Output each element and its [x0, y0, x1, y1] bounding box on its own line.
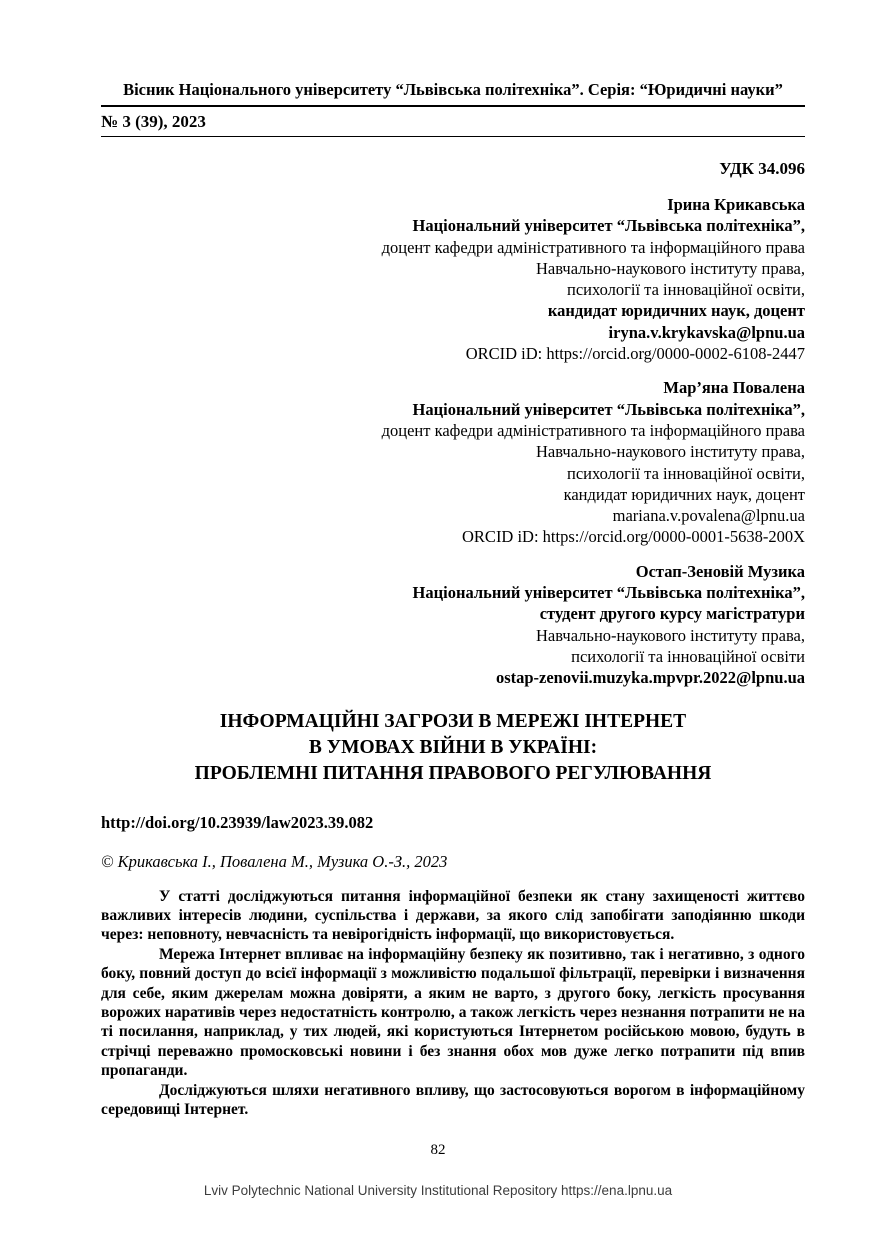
- copyright-notice: © Крикавська І., Повалена М., Музика О.-З., 2023: [101, 851, 448, 871]
- author-block-2: [101, 377, 805, 547]
- author-affiliation: Національний університет “Львівська політехніка”,: [412, 583, 805, 603]
- author-orcid[interactable]: ORCID iD: https://orcid.org/0000-0002-6108-2447: [465, 344, 805, 364]
- author-name: Остап-Зеновій Музика: [635, 561, 805, 581]
- author-email[interactable]: ostap-zenovii.muzyka.mpvpr.2022@lpnu.ua: [495, 668, 805, 688]
- abstract: [101, 887, 805, 1120]
- author-block-1: [101, 194, 805, 364]
- page-content: [101, 79, 805, 1119]
- author-role: доцент кафедри адміністративного та інформаційного права: [381, 420, 805, 440]
- author-email[interactable]: iryna.v.krykavska@lpnu.ua: [608, 322, 805, 342]
- article-title: [101, 709, 805, 787]
- author-degree: кандидат юридичних наук, доцент: [547, 301, 805, 321]
- doi-link[interactable]: http://doi.org/10.23939/law2023.39.082: [101, 812, 374, 832]
- article-title-line-1: ІНФОРМАЦІЙНІ ЗАГРОЗИ В МЕРЕЖІ ІНТЕРНЕТ: [219, 710, 687, 732]
- journal-masthead: [101, 79, 805, 137]
- article-title-line-3: ПРОБЛЕМНІ ПИТАННЯ ПРАВОВОГО РЕГУЛЮВАННЯ: [194, 762, 712, 784]
- author-institute-line-1: Навчально-наукового інституту права,: [536, 625, 805, 645]
- author-degree: кандидат юридичних наук, доцент: [563, 484, 805, 504]
- abstract-paragraph-2: Мережа Інтернет впливає на інформаційну безпеку як позитивно, так і негативно, з одного боку, повний доступ до всієї інформації з можливістю подальшої фільтрації, перевірки і визначення для себе, яким джерелам можна довіряти, а яким не варто, з другого боку, легкість просування ворожих наративів через недостатність контролю, а також легкість через незнання потрапити не на ті посилання, наприклад, у тих людей, які користуються Інтернетом російською мовою, будуть в стрічці переважно промосковські новини і без знання обох мов дуже легко потрапити під впив пропаганди.: [101, 945, 805, 1080]
- author-name: Мар’яна Повалена: [663, 378, 805, 398]
- author-affiliation: Національний університет “Львівська політехніка”,: [412, 216, 805, 236]
- author-affiliation: Національний університет “Львівська політехніка”,: [412, 399, 805, 419]
- repository-footer: Lviv Polytechnic National University Institutional Repository https://ena.lpnu.ua: [203, 1183, 673, 1198]
- author-institute-line-1: Навчально-наукового інституту права,: [536, 258, 805, 278]
- journal-title: Вісник Національного університету “Львівська політехніка”. Серія: “Юридичні науки”: [101, 79, 805, 107]
- author-orcid[interactable]: ORCID iD: https://orcid.org/0000-0001-5638-200X: [462, 527, 805, 547]
- issue-number: № 3 (39), 2023: [101, 107, 805, 137]
- udc-code: УДК 34.096: [719, 159, 805, 178]
- abstract-paragraph-3: Досліджуються шляхи негативного впливу, що застосовуються ворогом в інформаційному середовищі Інтернет.: [101, 1081, 805, 1118]
- author-email[interactable]: mariana.v.povalena@lpnu.ua: [612, 506, 805, 526]
- abstract-paragraph-1: У статті досліджуються питання інформаційної безпеки як стану захищеності життєво важливих інтересів людини, суспільства і держави, за якого слід запобігати заподіянню шкоди через: неповноту, невчасність та невірогідність інформації, що використовується.: [101, 887, 805, 944]
- article-title-line-2: В УМОВАХ ВІЙНИ В УКРАЇНІ:: [308, 736, 598, 758]
- author-institute-line-2: психології та інноваційної освіти: [571, 646, 805, 666]
- author-role: студент другого курсу магістратури: [539, 604, 805, 624]
- author-institute-line-2: психології та інноваційної освіти,: [567, 463, 805, 483]
- author-role: доцент кафедри адміністративного та інформаційного права: [381, 237, 805, 257]
- author-institute-line-2: психології та інноваційної освіти,: [567, 280, 805, 300]
- page-number: 82: [430, 1142, 446, 1158]
- author-institute-line-1: Навчально-наукового інституту права,: [536, 442, 805, 462]
- author-name: Ірина Крикавська: [667, 195, 805, 214]
- author-block-3: [101, 561, 805, 689]
